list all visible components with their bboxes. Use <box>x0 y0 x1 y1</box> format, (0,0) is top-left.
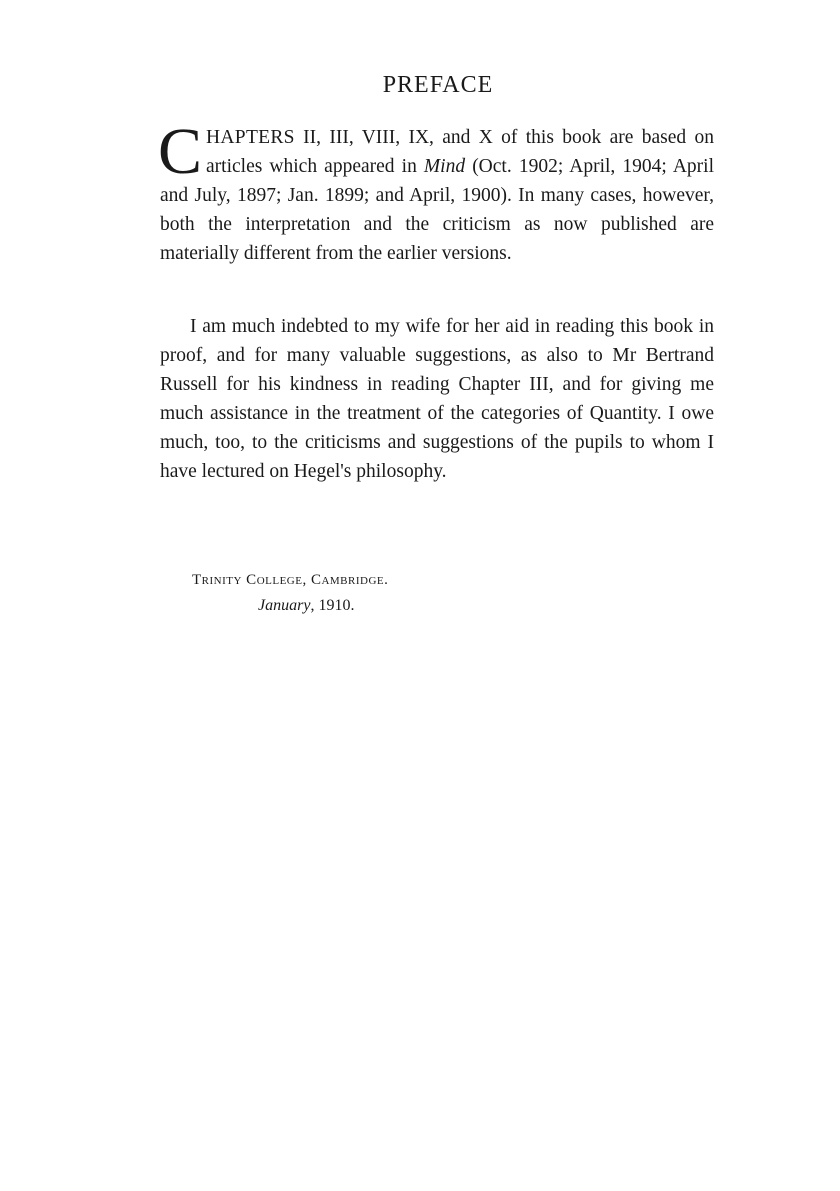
signoff-year: , 1910. <box>310 597 355 614</box>
page-title: PREFACE <box>382 72 494 98</box>
paragraph-1-text <box>158 115 714 268</box>
signoff-block <box>192 568 388 618</box>
paragraph-1-part-a: II, III, VIII, IX, and X of this book are based on articles which appeared in <box>206 127 714 177</box>
preface-paragraph-1 <box>158 115 714 268</box>
drop-cap: C <box>158 115 203 188</box>
signoff-place: Trinity College, Cambridge. <box>192 572 389 588</box>
signoff-date <box>258 593 388 618</box>
paragraph-2-text: I am much indebted to my wife for her aid in reading this book in proof, and for many valuable suggestions, as also to Mr Bertrand Russell for his kindness in reading Chapter III, and for giving me much assistance in the treatment of the categories of Quantity. I owe much, too, to the criticisms and suggestions of the pupils to whom I have lectured on Hegel's philosophy. <box>160 316 714 482</box>
paragraph-1-part-b: (Oct. 1902; April, 1904; April and July, 1897; Jan. 1899; and April, 1900). In many cases, however, both the interpretation and the criticism as now published are materially different from the earlier versions. <box>160 156 714 264</box>
first-word-rest: HAPTERS <box>206 127 295 148</box>
signoff-month: January <box>258 597 311 614</box>
journal-title: Mind <box>423 156 466 177</box>
preface-paragraph-2 <box>160 312 714 486</box>
